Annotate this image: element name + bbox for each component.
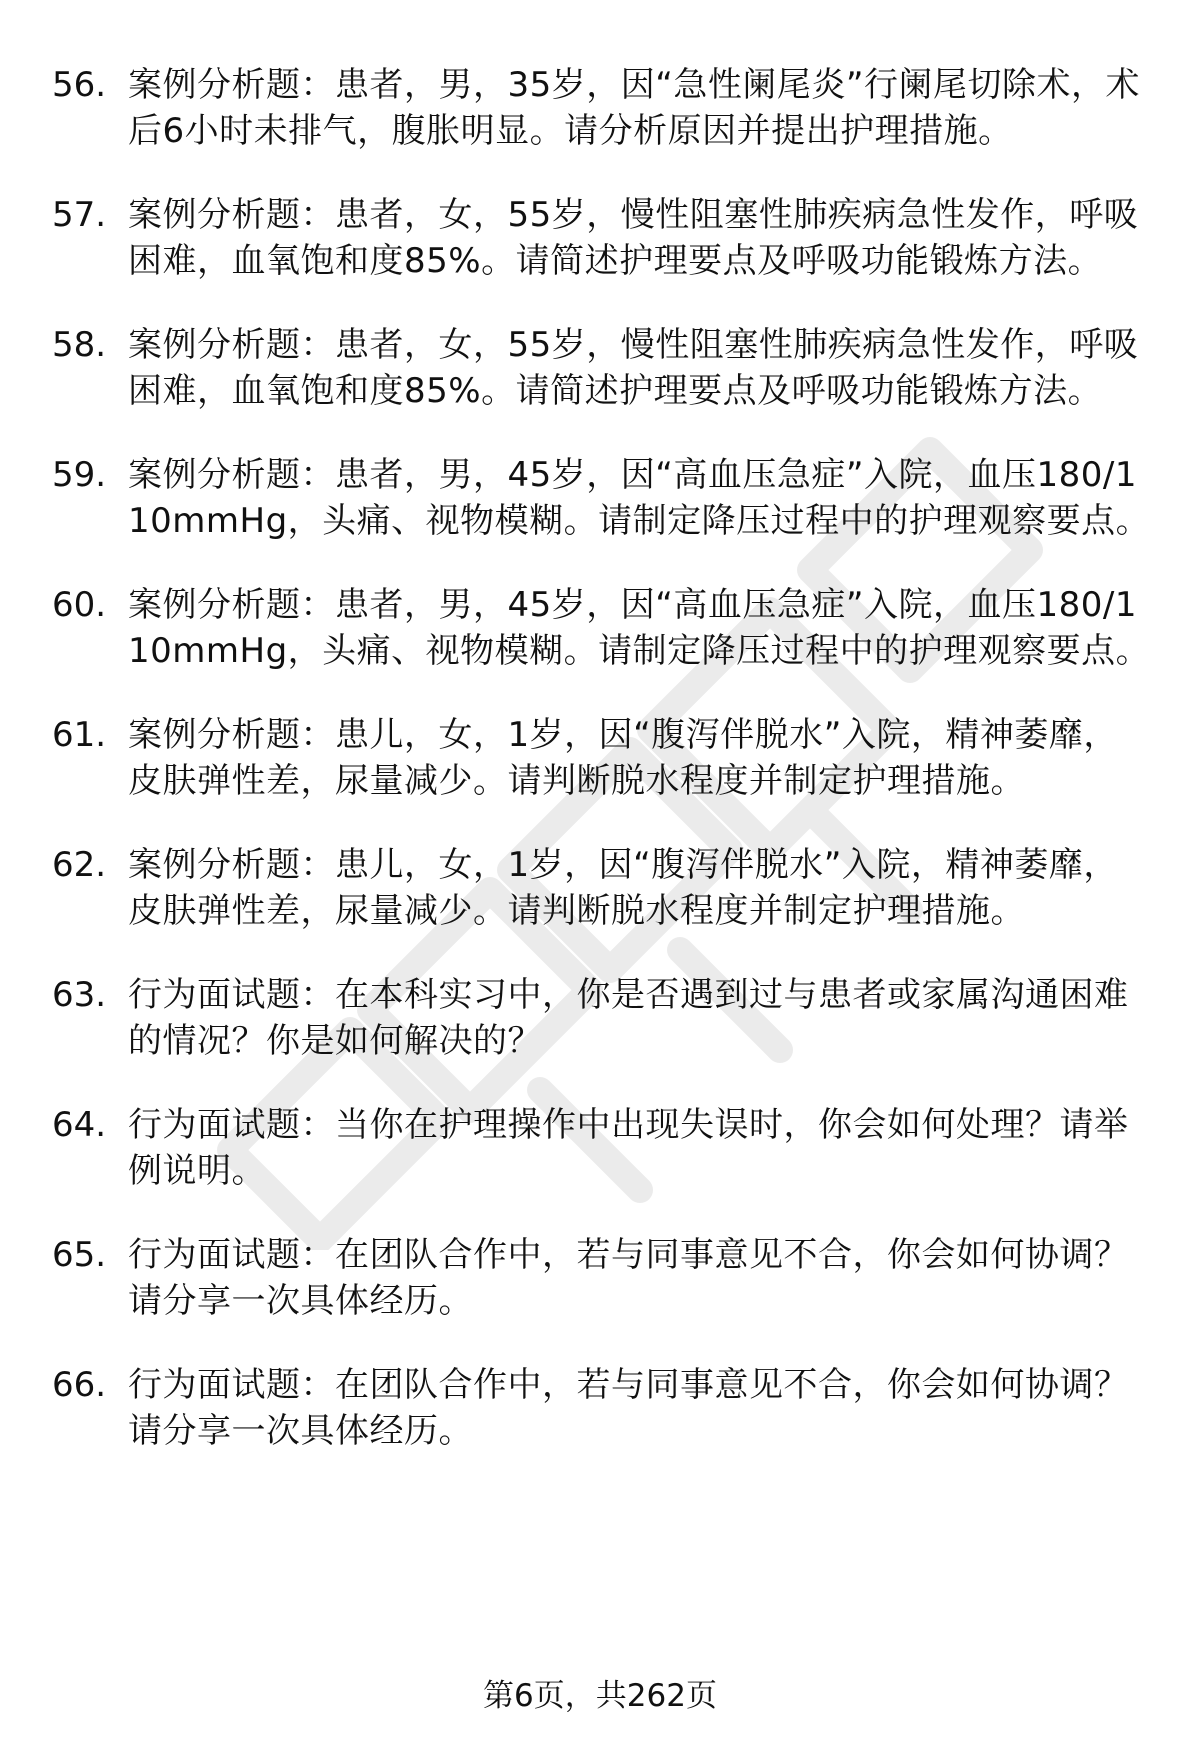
question-number: 59. <box>52 455 107 495</box>
question-item <box>52 1362 1152 1454</box>
question-text: 行为面试题：在团队合作中，若与同事意见不合，你会如何协调？请分享一次具体经历。 <box>128 1235 1129 1321</box>
question-number: 56. <box>52 65 107 105</box>
question-item <box>52 452 1152 544</box>
question-text: 行为面试题：在本科实习中，你是否遇到过与患者或家属沟通困难的情况？你是如何解决的？ <box>128 975 1129 1061</box>
question-item <box>52 972 1152 1064</box>
question-item <box>52 582 1152 674</box>
question-text: 案例分析题：患儿，女，1岁，因“腹泻伴脱水”入院，精神萎靡，皮肤弹性差，尿量减少。请判断脱水程度并制定护理措施。 <box>128 845 1118 931</box>
question-text: 行为面试题：在团队合作中，若与同事意见不合，你会如何协调？请分享一次具体经历。 <box>128 1365 1129 1451</box>
question-text: 案例分析题：患者，女，55岁，慢性阻塞性肺疾病急性发作，呼吸困难，血氧饱和度85%。请简述护理要点及呼吸功能锻炼方法。 <box>128 195 1139 281</box>
question-item <box>52 322 1152 414</box>
question-number: 63. <box>52 975 107 1015</box>
question-number: 60. <box>52 585 107 625</box>
question-item <box>52 1232 1152 1324</box>
question-number: 62. <box>52 845 107 885</box>
question-item <box>52 192 1152 284</box>
question-text: 案例分析题：患者，男，35岁，因“急性阑尾炎”行阑尾切除术，术后6小时未排气，腹胀明显。请分析原因并提出护理措施。 <box>128 65 1140 151</box>
question-text: 案例分析题：患儿，女，1岁，因“腹泻伴脱水”入院，精神萎靡，皮肤弹性差，尿量减少。请判断脱水程度并制定护理措施。 <box>128 715 1118 801</box>
question-number: 61. <box>52 715 107 755</box>
question-item <box>52 62 1152 154</box>
question-text: 案例分析题：患者，男，45岁，因“高血压急症”入院，血压180/110mmHg，头痛、视物模糊。请制定降压过程中的护理观察要点。 <box>128 455 1151 541</box>
question-text: 案例分析题：患者，女，55岁，慢性阻塞性肺疾病急性发作，呼吸困难，血氧饱和度85%。请简述护理要点及呼吸功能锻炼方法。 <box>128 325 1139 411</box>
page-footer: 第6页，共262页 <box>483 1678 717 1714</box>
question-number: 66. <box>52 1365 107 1405</box>
question-text: 案例分析题：患者，男，45岁，因“高血压急症”入院，血压180/110mmHg，头痛、视物模糊。请制定降压过程中的护理观察要点。 <box>128 585 1151 671</box>
question-item <box>52 712 1152 804</box>
question-number: 64. <box>52 1105 107 1145</box>
question-number: 65. <box>52 1235 107 1275</box>
question-list <box>52 62 1152 1492</box>
question-number: 57. <box>52 195 107 235</box>
question-text: 行为面试题：当你在护理操作中出现失误时，你会如何处理？请举例说明。 <box>128 1105 1129 1191</box>
question-item <box>52 842 1152 934</box>
question-item <box>52 1102 1152 1194</box>
question-number: 58. <box>52 325 107 365</box>
